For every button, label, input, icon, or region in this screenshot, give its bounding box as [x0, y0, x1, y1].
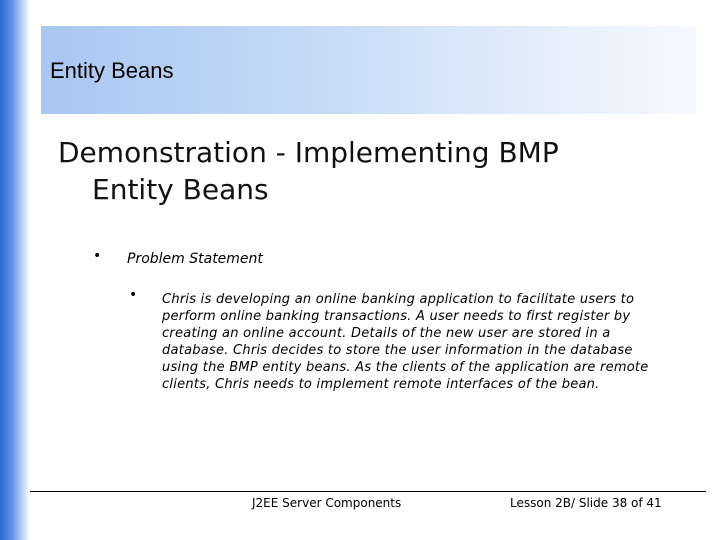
header-decoration-line — [41, 15, 129, 26]
sub-bullet-marker: • — [129, 287, 138, 303]
slide-main-heading — [58, 134, 698, 208]
footer-divider — [30, 491, 706, 492]
slide-header-title: Entity Beans — [50, 58, 174, 83]
left-accent-bar — [0, 0, 30, 540]
main-heading-line1: Demonstration - Implementing BMP — [58, 136, 559, 169]
footer-course-name: J2EE Server Components — [252, 496, 402, 510]
sub-bullet-problem-description: Chris is developing an online banking application to facilitate users to perform online banking transactions. A user needs to first register by creating an online account. Details of the new user are stored in a database. Chris decides to store the user information in the database using the BMP entity beans. As the clients of the application are remote clients, Chris needs to implement remote interfaces of the bean. — [162, 292, 649, 392]
main-heading-line2: Entity Beans — [92, 173, 269, 206]
footer-slide-number: Lesson 2B/ Slide 38 of 41 — [510, 496, 662, 510]
bullet-marker: • — [93, 248, 102, 264]
bullet-problem-statement: Problem Statement — [127, 251, 263, 267]
